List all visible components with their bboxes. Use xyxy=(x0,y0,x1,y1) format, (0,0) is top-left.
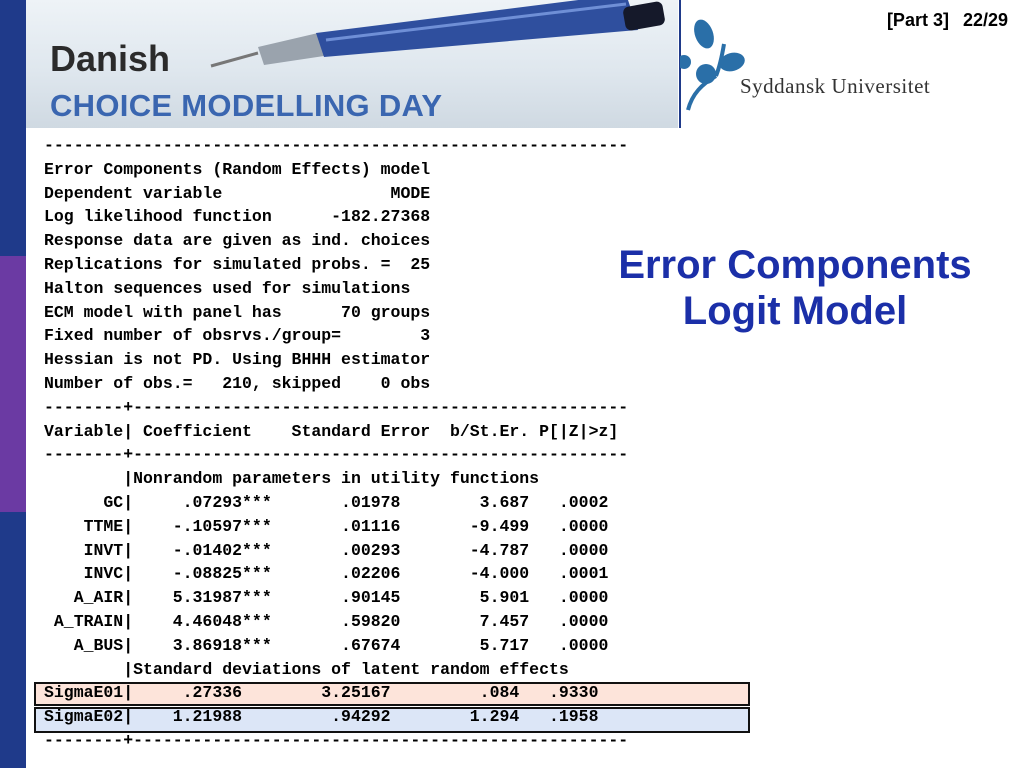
output-line: |Nonrandom parameters in utility functions xyxy=(44,469,540,489)
output-line: GC| .07293*** .01978 3.687 .0002 xyxy=(44,492,609,512)
output-line: --------+-------------------------------------------------- xyxy=(44,730,629,750)
slide-title-line1: Error Components xyxy=(618,243,972,287)
university-logo-icon xyxy=(680,14,750,124)
output-line: --------+-------------------------------------------------- xyxy=(44,397,629,417)
slide-number: 22/29 xyxy=(962,10,1008,30)
output-line: --------+-------------------------------------------------- xyxy=(44,445,629,465)
output-line: INVC| -.08825*** .02206 -4.000 .0001 xyxy=(44,564,609,584)
output-line: Number of obs.= 210, skipped 0 obs xyxy=(44,373,431,393)
output-line: TTME| -.10597*** .01116 -9.499 .0000 xyxy=(44,516,609,536)
output-line: Replications for simulated probs. = 25 xyxy=(44,254,431,274)
output-line: A_BUS| 3.86918*** .67674 5.717 .0000 xyxy=(44,635,609,655)
university-name: Syddansk Universitet xyxy=(740,74,931,98)
banner-title-cmd: CHOICE MODELLING DAY xyxy=(50,88,443,123)
slide-title-line2: Logit Model xyxy=(682,289,908,333)
output-line: Halton sequences used for simulations xyxy=(44,278,411,298)
output-line: Error Components (Random Effects) model xyxy=(44,159,431,179)
output-line: SigmaE02| 1.21988 .94292 1.294 .1958 xyxy=(44,707,599,727)
output-line: INVT| -.01402*** .00293 -4.787 .0000 xyxy=(44,540,609,560)
banner-title-danish: Danish xyxy=(50,38,171,79)
side-stripe-middle xyxy=(0,256,26,512)
output-line: Hessian is not PD. Using BHHH estimator xyxy=(44,350,431,370)
output-line: ----------------------------------------------------------- xyxy=(44,136,629,155)
output-line: Fixed number of obsrvs./group= 3 xyxy=(44,326,431,346)
output-line: A_AIR| 5.31987*** .90145 5.901 .0000 xyxy=(44,588,609,608)
output-line: A_TRAIN| 4.46048*** .59820 7.457 .0000 xyxy=(44,611,609,631)
output-line: ECM model with panel has 70 groups xyxy=(44,302,431,322)
conference-banner xyxy=(26,0,678,128)
output-line: SigmaE01| .27336 3.25167 .084 .9330 xyxy=(44,683,599,703)
output-line: Log likelihood function -182.27368 xyxy=(44,207,431,227)
slide-title xyxy=(570,242,1020,334)
output-line: Response data are given as ind. choices xyxy=(44,231,431,251)
output-line: |Standard deviations of latent random effects xyxy=(44,659,569,679)
model-output xyxy=(44,134,628,753)
side-stripe-top xyxy=(0,0,26,256)
part-label: [Part 3] xyxy=(886,10,949,30)
output-line: Variable| Coefficient Standard Error b/St.Er. P[|Z|>z] xyxy=(44,421,619,441)
side-stripe-bottom xyxy=(0,512,26,768)
slide-indicator xyxy=(887,10,1008,31)
output-line: Dependent variable MODE xyxy=(44,183,431,203)
